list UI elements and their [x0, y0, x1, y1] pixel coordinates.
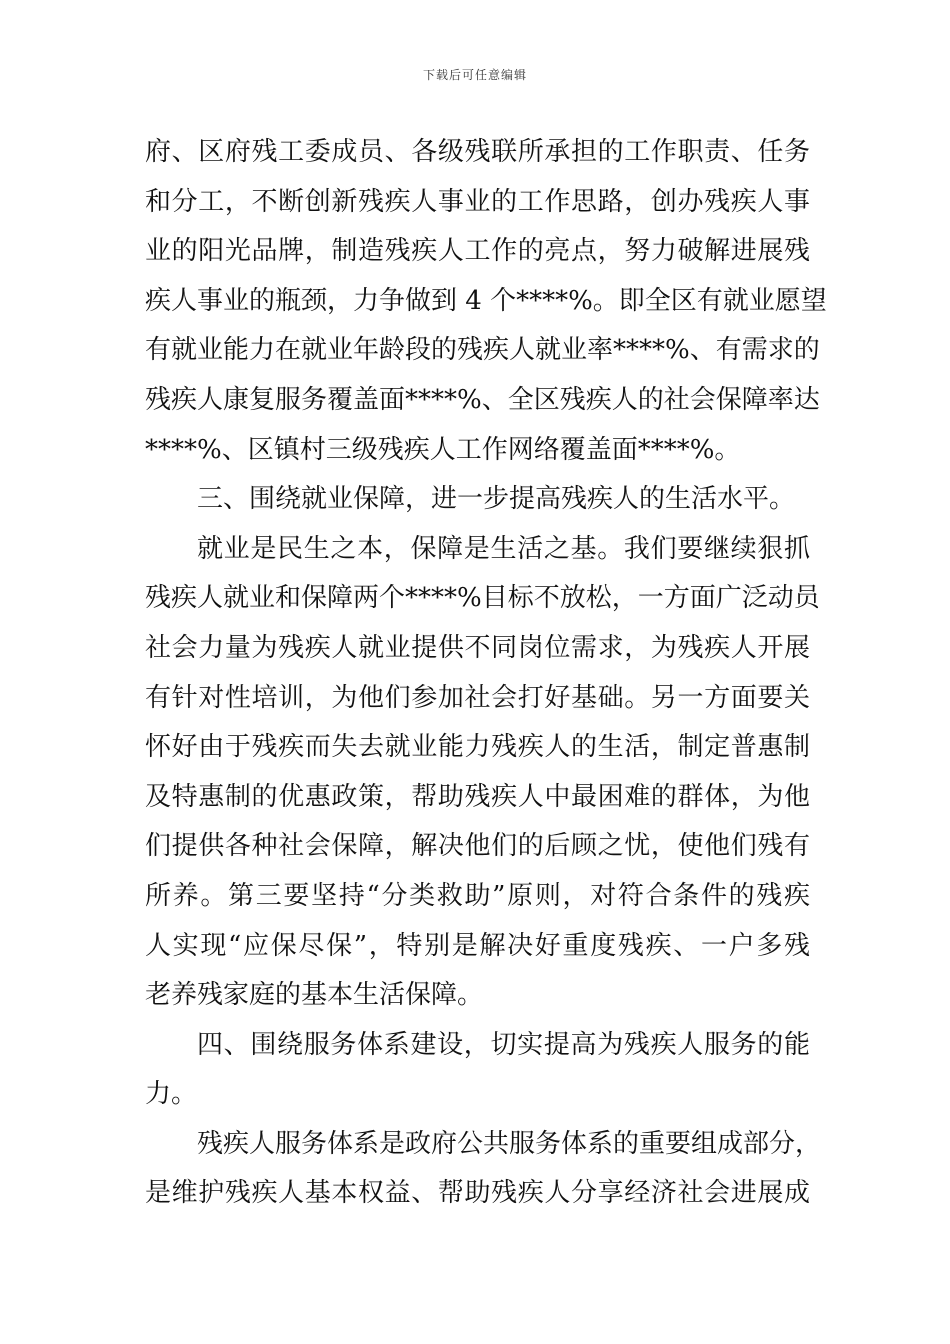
text-line: ****%、区镇村三级残疾人工作网络覆盖面****%。	[145, 434, 741, 465]
text-line: 府、区府残工委成员、各级残联所承担的工作职责、任务	[145, 137, 810, 167]
text-line: 们提供各种社会保障，解决他们的后顾之忧，使他们残有	[145, 831, 810, 862]
text-line: 残疾人康复服务覆盖面****%、全区残疾人的社会保障率达	[145, 384, 820, 415]
text-line: 老养残家庭的基本生活保障。	[145, 980, 484, 1011]
text-line: 业的阳光品牌，制造残疾人工作的亮点，努力破解进展残	[145, 236, 810, 267]
text-line: 三、围绕就业保障，进一步提高残疾人的生活水平。	[197, 484, 796, 515]
page-header-note: 下载后可任意编辑	[422, 68, 527, 82]
text-line: 力。	[145, 1079, 198, 1110]
text-line: 社会力量为残疾人就业提供不同岗位需求，为残疾人开展	[145, 632, 810, 663]
text-line: 及特惠制的优惠政策，帮助残疾人中最困难的群体，为他	[145, 781, 810, 812]
document-body	[145, 128, 827, 1219]
text-line: 疾人事业的瓶颈，力争做到 4 个****%。即全区有就业愿望	[145, 285, 827, 316]
text-line: 有就业能力在就业年龄段的残疾人就业率****%、有需求的	[145, 335, 820, 366]
text-line: 人实现“应保尽保”，特别是解决好重度残疾、一户多残	[145, 930, 810, 961]
text-line: 是维护残疾人基本权益、帮助残疾人分享经济社会进展成	[145, 1178, 810, 1209]
text-line: 残疾人就业和保障两个****%目标不放松，一方面广泛动员	[145, 583, 820, 614]
text-line: 残疾人服务体系是政府公共服务体系的重要组成部分，	[197, 1128, 822, 1159]
text-line: 就业是民生之本，保障是生活之基。我们要继续狠抓	[197, 533, 810, 564]
text-line: 四、围绕服务体系建设，切实提高为残疾人服务的能	[197, 1029, 810, 1060]
text-line: 所养。第三要坚持“分类救助”原则，对符合条件的残疾	[145, 880, 810, 911]
text-line: 和分工，不断创新残疾人事业的工作思路，创办残疾人事	[145, 186, 810, 217]
text-line: 怀好由于残疾而失去就业能力残疾人的生活，制定普惠制	[145, 732, 810, 763]
text-line: 有针对性培训，为他们参加社会打好基础。另一方面要关	[145, 682, 810, 713]
